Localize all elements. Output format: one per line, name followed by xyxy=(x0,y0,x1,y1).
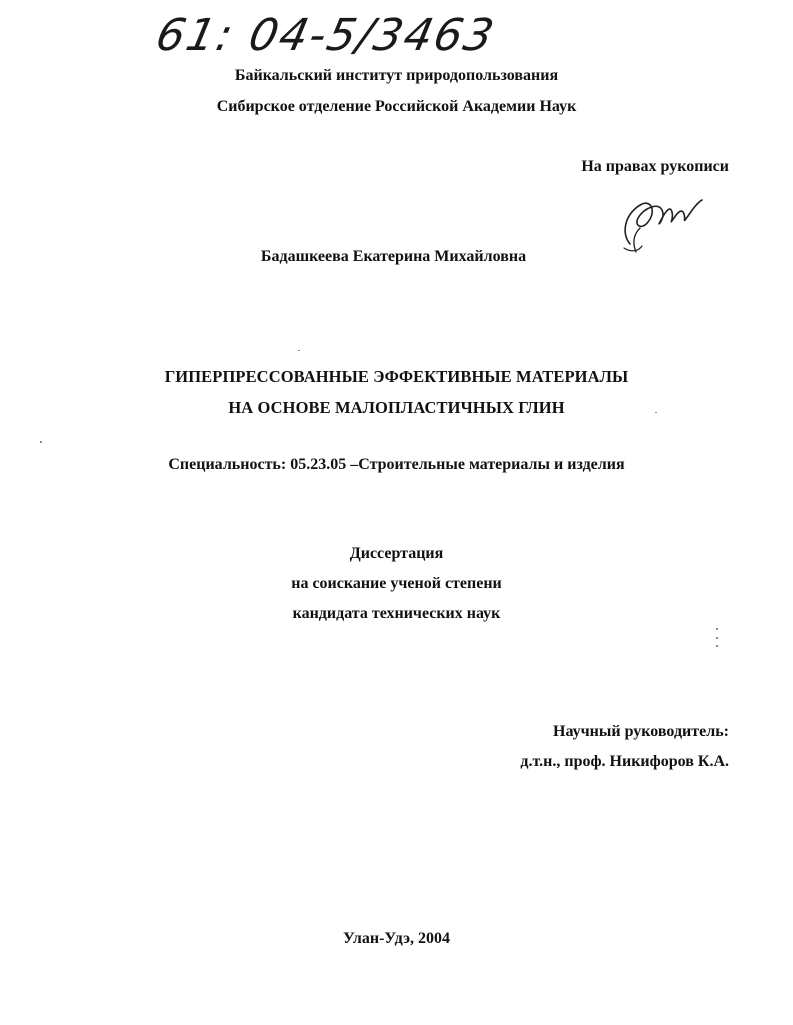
scan-speck xyxy=(655,412,657,413)
author-name: Бадашкеева Екатерина Михайловна xyxy=(260,248,527,265)
scan-speck xyxy=(716,628,718,630)
scan-speck xyxy=(716,645,718,647)
academy-branch: Сибирское отделение Российской Академии Наук xyxy=(216,98,577,115)
document-type: Диссертация xyxy=(349,545,444,562)
degree-purpose: на соискание ученой степени xyxy=(291,575,502,592)
scan-speck xyxy=(716,637,718,639)
scan-speck xyxy=(298,350,300,351)
degree-name: кандидата технических наук xyxy=(292,605,501,622)
supervisor-name: д.т.н., проф. Никифоров К.А. xyxy=(520,753,729,770)
thesis-title-line-2: НА ОСНОВЕ МАЛОПЛАСТИЧНЫХ ГЛИН xyxy=(228,398,565,417)
thesis-title-line-1: ГИПЕРПРЕССОВАННЫЕ ЭФФЕКТИВНЫЕ МАТЕРИАЛЫ xyxy=(164,367,629,386)
specialty: Специальность: 05.23.05 –Строительные материалы и изделия xyxy=(168,456,625,473)
supervisor-label: Научный руководитель: xyxy=(553,723,729,740)
handwritten-archive-number: 61: 04-5/3463 xyxy=(151,10,500,61)
institute-name: Байкальский институт природопользования xyxy=(234,67,559,84)
manuscript-rights-note: На правах рукописи xyxy=(581,158,729,175)
place-and-year: Улан-Удэ, 2004 xyxy=(342,930,451,947)
scan-speck xyxy=(40,441,42,443)
